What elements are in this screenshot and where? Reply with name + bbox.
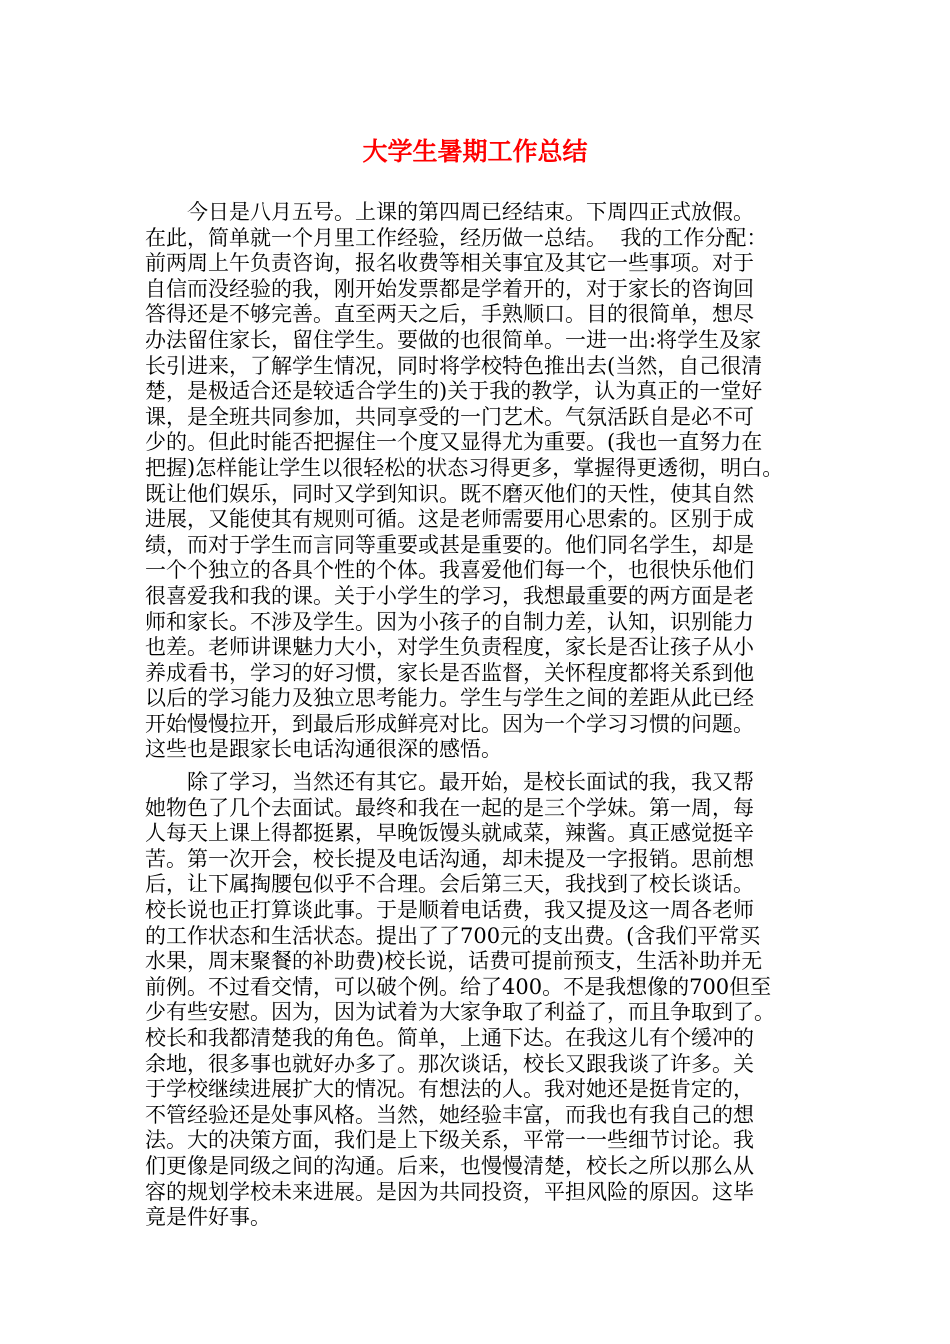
paragraph-line: 开始慢慢拉开，到最后形成鲜亮对比。因为一个学习习惯的问题。 <box>145 711 754 736</box>
paragraph-line: 养成看书，学习的好习惯，家长是否监督，关怀程度都将关系到他 <box>145 660 754 685</box>
paragraph-line: 除了学习，当然还有其它。最开始，是校长面试的我，我又帮 <box>145 770 754 794</box>
paragraph-line: 的工作状态和生活状态。提出了了700元的支出费。(含我们平常买 <box>145 923 761 948</box>
paragraph-line: 长引进来，了解学生情况，同时将学校特色推出去(当然，自己很清 <box>145 353 763 378</box>
paragraph-line: 她物色了几个去面试。最终和我在一起的是三个学妹。第一周，每 <box>145 795 754 820</box>
paragraph-line: 今日是八月五号。上课的第四周已经结束。下周四正式放假。 <box>145 200 754 224</box>
paragraph-line: 法。大的决策方面，我们是上下级关系，平常一一些细节讨论。我 <box>145 1128 754 1153</box>
paragraph-line: 以后的学习能力及独立思考能力。学生与学生之间的差距从此已经 <box>145 686 754 711</box>
paragraph-2 <box>145 770 835 1231</box>
paragraph-line: 于学校继续进展扩大的情况。有想法的人。我对她还是挺肯定的， <box>145 1077 754 1102</box>
paragraph-line: 不管经验还是处事风格。当然，她经验丰富，而我也有我自己的想 <box>145 1102 754 1127</box>
paragraph-line: 这些也是跟家长电话沟通很深的感悟。 <box>145 737 502 762</box>
paragraph-line: 楚，是极适合还是较适合学生的)关于我的教学，认为真正的一堂好 <box>145 379 763 404</box>
paragraph-line: 绩，而对于学生而言同等重要或甚是重要的。他们同名学生，却是 <box>145 532 754 557</box>
paragraph-line: 在此，简单就一个月里工作经验，经历做一总结。 我的工作分配： <box>145 225 768 250</box>
paragraph-1 <box>145 200 835 763</box>
paragraph-line: 前两周上午负责咨询，报名收费等相关事宜及其它一些事项。对于 <box>145 251 754 276</box>
paragraph-line: 们更像是同级之间的沟通。后来，也慢慢清楚，校长之所以那么从 <box>145 1153 754 1178</box>
paragraph-line: 前例。不过看交情，可以破个例。给了400。不是我想像的700但至 <box>145 974 772 999</box>
paragraph-line: 办法留住家长，留住学生。要做的也很简单。一进一出:将学生及家 <box>145 327 762 352</box>
paragraph-line: 校长和我都清楚我的角色。简单，上通下达。在我这儿有个缓冲的 <box>145 1025 754 1050</box>
paragraph-line: 苦。第一次开会，校长提及电话沟通，却未提及一字报销。思前想 <box>145 846 754 871</box>
paragraph-line: 容的规划学校未来进展。是因为共同投资，平担风险的原因。这毕 <box>145 1179 754 1204</box>
paragraph-line: 既让他们娱乐，同时又学到知识。既不磨灭他们的天性，使其自然 <box>145 481 754 506</box>
paragraph-line: 竟是件好事。 <box>145 1205 271 1230</box>
paragraph-line: 少的。但此时能否把握住一个度又显得尤为重要。(我也一直努力在 <box>145 430 763 455</box>
paragraph-line: 余地，很多事也就好办多了。那次谈话，校长又跟我谈了许多。关 <box>145 1051 754 1076</box>
paragraph-line: 后，让下属掏腰包似乎不合理。会后第三天，我找到了校长谈话。 <box>145 872 754 897</box>
paragraph-line: 很喜爱我和我的课。关于小学生的学习，我想最重要的两方面是老 <box>145 583 754 608</box>
paragraph-line: 校长说也正打算谈此事。于是顺着电话费，我又提及这一周各老师 <box>145 897 754 922</box>
paragraph-line: 人每天上课上得都挺累，早晚饭馒头就咸菜，辣酱。真正感觉挺辛 <box>145 821 754 846</box>
paragraph-line: 也差。老师讲课魅力大小，对学生负责程度，家长是否让孩子从小 <box>145 635 754 660</box>
document-title: 大学生暑期工作总结 <box>362 137 588 166</box>
paragraph-line: 水果，周末聚餐的补助费)校长说，话费可提前预支，生活补助并无 <box>145 949 763 974</box>
paragraph-line: 一个个独立的各具个性的个体。我喜爱他们每一个，也很快乐他们 <box>145 558 754 583</box>
paragraph-line: 课，是全班共同参加，共同享受的一门艺术。气氛活跃自是必不可 <box>145 404 754 429</box>
paragraph-line: 把握)怎样能让学生以很轻松的状态习得更多，掌握得更透彻，明白。 <box>145 455 784 480</box>
paragraph-line: 少有些安慰。因为，因为试着为大家争取了利益了，而且争取到了。 <box>145 1000 775 1025</box>
paragraph-line: 进展，又能使其有规则可循。这是老师需要用心思索的。区别于成 <box>145 507 754 532</box>
paragraph-line: 师和家长。不涉及学生。因为小孩子的自制力差，认知，识别能力 <box>145 609 754 634</box>
paragraph-line: 答得还是不够完善。直至两天之后，手熟顺口。目的很简单，想尽 <box>145 302 754 327</box>
paragraph-line: 自信而没经验的我，刚开始发票都是学着开的，对于家长的咨询回 <box>145 276 754 301</box>
